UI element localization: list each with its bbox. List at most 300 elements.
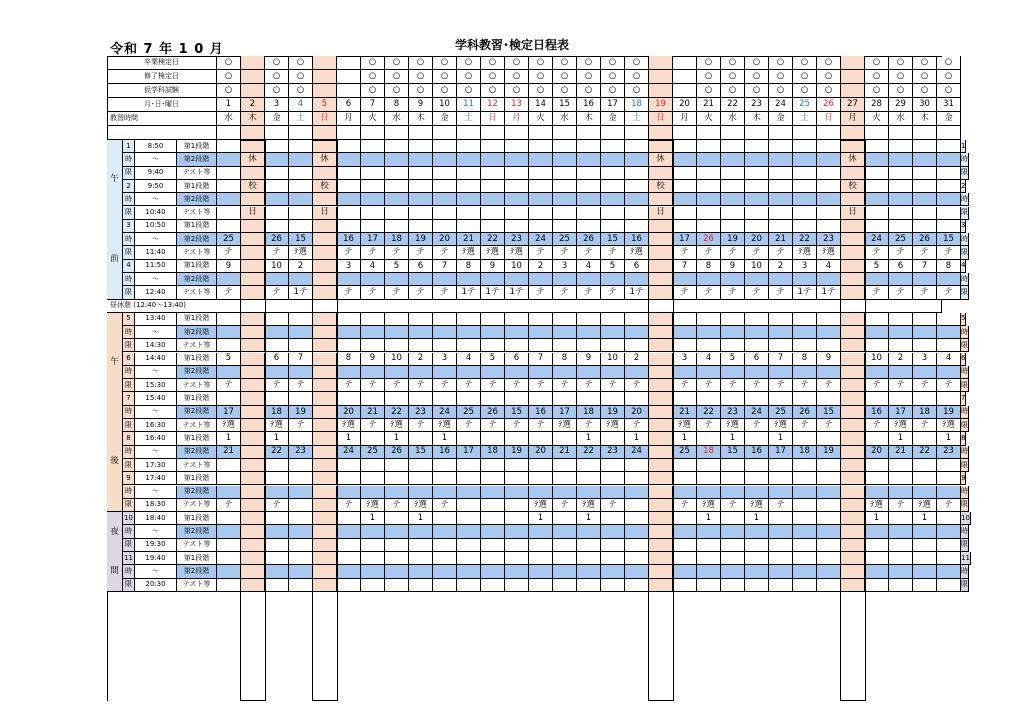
schedule-cell (505, 486, 529, 499)
schedule-cell (937, 472, 961, 485)
right-period-label: 8 (961, 432, 966, 445)
schedule-cell (697, 220, 721, 233)
closed-cell (649, 499, 673, 512)
period-time: 18:30 (135, 499, 177, 512)
schedule-cell (529, 140, 553, 153)
closed-cell (841, 446, 865, 459)
right-period-label: 1 (961, 140, 966, 153)
schedule-cell: テ (745, 246, 769, 259)
schedule-cell: 5 (385, 260, 409, 273)
closed-cell (841, 260, 865, 273)
schedule-mark: ○ (529, 56, 553, 70)
schedule-cell (865, 486, 889, 499)
right-period-label: 3 (961, 220, 966, 233)
schedule-cell: ﾃ選 (889, 419, 913, 432)
schedule-cell: 24 (433, 406, 457, 419)
schedule-cell: 17 (889, 406, 913, 419)
header-spacer-cell (529, 126, 553, 140)
schedule-cell: 7 (673, 260, 697, 273)
schedule-cell (817, 512, 841, 525)
schedule-cell (745, 472, 769, 485)
schedule-cell (505, 313, 529, 326)
closed-cell (649, 326, 673, 339)
schedule-cell (265, 525, 289, 538)
schedule-mark (241, 84, 265, 98)
schedule-cell (265, 512, 289, 525)
schedule-cell (289, 525, 313, 538)
closed-cell (313, 260, 337, 273)
schedule-cell (505, 499, 529, 512)
schedule-cell (553, 140, 577, 153)
closed-cell (241, 379, 265, 392)
right-period-label: 時 (961, 406, 969, 419)
schedule-cell (265, 140, 289, 153)
schedule-cell: 15 (721, 446, 745, 459)
schedule-cell: テ (601, 286, 625, 299)
schedule-cell (433, 220, 457, 233)
schedule-cell: ﾃ選 (409, 499, 433, 512)
schedule-cell: 4 (697, 353, 721, 366)
schedule-cell: 8 (697, 260, 721, 273)
schedule-cell (385, 140, 409, 153)
schedule-cell (673, 153, 697, 166)
schedule-cell (217, 326, 241, 339)
schedule-cell (505, 565, 529, 578)
schedule-mark: ○ (457, 56, 481, 70)
schedule-cell: 2 (409, 353, 433, 366)
right-period-label: 時 (961, 366, 969, 379)
period-num: 1 (123, 140, 135, 153)
schedule-cell (217, 525, 241, 538)
schedule-cell (601, 472, 625, 485)
schedule-cell (361, 366, 385, 379)
schedule-cell (865, 140, 889, 153)
schedule-cell: テ (697, 419, 721, 432)
schedule-mark: ○ (889, 56, 913, 70)
schedule-cell (529, 220, 553, 233)
schedule-cell (529, 525, 553, 538)
schedule-cell: 22 (385, 406, 409, 419)
closed-cell (841, 486, 865, 499)
schedule-cell (505, 525, 529, 538)
schedule-cell (433, 539, 457, 552)
schedule-cell: 1テ (793, 286, 817, 299)
schedule-cell (433, 486, 457, 499)
header-spacer-cell (937, 126, 961, 140)
schedule-cell (745, 432, 769, 445)
schedule-cell: ﾃ選 (721, 419, 745, 432)
closed-cell: 校 (841, 180, 865, 193)
schedule-cell: ﾃ選 (601, 419, 625, 432)
schedule-mark (337, 70, 361, 84)
schedule-cell (361, 392, 385, 405)
closed-cell (841, 579, 865, 592)
schedule-cell (337, 459, 361, 472)
schedule-cell: 21 (673, 406, 697, 419)
schedule-mark: ○ (913, 70, 937, 84)
schedule-cell (481, 207, 505, 220)
schedule-cell: 25 (217, 233, 241, 246)
schedule-cell (217, 459, 241, 472)
schedule-cell (937, 193, 961, 206)
period-num: 7 (123, 392, 135, 405)
schedule-cell: 7 (913, 260, 937, 273)
schedule-cell: 8 (457, 260, 481, 273)
schedule-cell (217, 392, 241, 405)
schedule-cell (289, 486, 313, 499)
schedule-cell (337, 552, 361, 565)
day-number: 3 (265, 98, 289, 112)
schedule-cell (625, 552, 649, 565)
schedule-cell (577, 220, 601, 233)
schedule-cell (865, 432, 889, 445)
schedule-cell (625, 193, 649, 206)
schedule-cell (529, 565, 553, 578)
schedule-cell: ﾃ選 (265, 419, 289, 432)
schedule-cell (385, 525, 409, 538)
schedule-cell (529, 273, 553, 286)
schedule-cell (337, 193, 361, 206)
schedule-cell: 9 (217, 260, 241, 273)
schedule-cell (217, 180, 241, 193)
schedule-cell: 9 (721, 260, 745, 273)
schedule-cell (553, 525, 577, 538)
schedule-mark: ○ (265, 56, 289, 70)
schedule-cell (409, 313, 433, 326)
schedule-cell (505, 220, 529, 233)
schedule-cell (505, 207, 529, 220)
schedule-cell (913, 153, 937, 166)
schedule-cell: 9 (361, 353, 385, 366)
schedule-cell (721, 539, 745, 552)
schedule-cell (601, 220, 625, 233)
closed-cell: 日 (649, 207, 673, 220)
schedule-cell (745, 366, 769, 379)
schedule-cell: 21 (361, 406, 385, 419)
stage-label: テスト等 (177, 339, 217, 352)
schedule-cell (337, 486, 361, 499)
schedule-cell (673, 207, 697, 220)
schedule-cell (481, 432, 505, 445)
schedule-cell (385, 366, 409, 379)
schedule-cell (889, 180, 913, 193)
schedule-mark: ○ (865, 84, 889, 98)
schedule-cell (673, 579, 697, 592)
schedule-cell: 22 (913, 446, 937, 459)
schedule-cell (889, 472, 913, 485)
schedule-cell (361, 140, 385, 153)
schedule-cell (889, 273, 913, 286)
closed-cell (841, 353, 865, 366)
schedule-cell (409, 273, 433, 286)
closed-cell (241, 472, 265, 485)
schedule-cell: 18 (385, 233, 409, 246)
period-time: 14:40 (135, 353, 177, 366)
weekday: 日 (481, 112, 505, 126)
schedule-cell (457, 512, 481, 525)
period-num: 時 (123, 153, 135, 166)
schedule-cell (913, 432, 937, 445)
schedule-cell (577, 459, 601, 472)
schedule-cell: テ (457, 419, 481, 432)
period-time: 11:50 (135, 260, 177, 273)
schedule-cell (385, 207, 409, 220)
schedule-cell (601, 207, 625, 220)
schedule-cell: テ (577, 379, 601, 392)
closed-cell (241, 565, 265, 578)
schedule-cell (337, 207, 361, 220)
closed-cell (241, 579, 265, 592)
schedule-cell (769, 459, 793, 472)
schedule-cell (745, 140, 769, 153)
schedule-mark: ○ (505, 84, 529, 98)
schedule-cell: 3 (553, 260, 577, 273)
schedule-cell (457, 193, 481, 206)
schedule-cell: 1 (217, 432, 241, 445)
schedule-cell (697, 326, 721, 339)
header-spacer-cell (889, 126, 913, 140)
schedule-cell: 21 (457, 233, 481, 246)
schedule-cell (481, 339, 505, 352)
stage-label: 第2段階 (177, 486, 217, 499)
schedule-cell (817, 207, 841, 220)
schedule-cell (505, 552, 529, 565)
schedule-cell (217, 552, 241, 565)
schedule-cell: 19 (721, 233, 745, 246)
day-number: 27 (841, 98, 865, 112)
schedule-cell: 1 (577, 512, 601, 525)
schedule-cell: 1 (745, 512, 769, 525)
schedule-cell: テ (793, 419, 817, 432)
schedule-cell (625, 339, 649, 352)
stage-label: 第1段階 (177, 432, 217, 445)
header-spacer-cell (457, 126, 481, 140)
closed-cell (313, 193, 337, 206)
schedule-cell: 6 (745, 353, 769, 366)
closed-cell (841, 392, 865, 405)
schedule-cell: 16 (433, 446, 457, 459)
schedule-cell (817, 486, 841, 499)
schedule-cell (577, 140, 601, 153)
closed-cell (841, 326, 865, 339)
schedule-cell (529, 579, 553, 592)
schedule-cell (865, 207, 889, 220)
schedule-cell: テ (769, 246, 793, 259)
schedule-cell (745, 392, 769, 405)
day-number: 25 (793, 98, 817, 112)
schedule-cell: 21 (889, 446, 913, 459)
schedule-cell (601, 326, 625, 339)
schedule-cell (529, 153, 553, 166)
schedule-cell: テ (745, 379, 769, 392)
schedule-mark: ○ (769, 70, 793, 84)
closed-cell (649, 313, 673, 326)
schedule-cell (553, 392, 577, 405)
schedule-cell (601, 140, 625, 153)
stage-label: テスト等 (177, 579, 217, 592)
schedule-cell (913, 220, 937, 233)
schedule-cell (889, 207, 913, 220)
day-number: 4 (289, 98, 313, 112)
schedule-cell (673, 273, 697, 286)
schedule-cell: 2 (769, 260, 793, 273)
period-num: 限 (123, 167, 135, 180)
schedule-cell: テ (889, 499, 913, 512)
schedule-cell (937, 392, 961, 405)
schedule-cell (745, 207, 769, 220)
schedule-mark: ○ (697, 84, 721, 98)
header-spacer-cell (265, 126, 289, 140)
schedule-cell (745, 193, 769, 206)
schedule-cell: 19 (817, 446, 841, 459)
schedule-cell: 20 (433, 233, 457, 246)
schedule-cell (385, 339, 409, 352)
closed-cell (241, 353, 265, 366)
schedule-cell (913, 273, 937, 286)
closed-cell (649, 432, 673, 445)
schedule-cell (721, 339, 745, 352)
closed-cell (313, 313, 337, 326)
schedule-cell (289, 512, 313, 525)
period-num: 限 (123, 419, 135, 432)
schedule-cell (721, 459, 745, 472)
schedule-cell: 1テ (457, 286, 481, 299)
schedule-cell (433, 273, 457, 286)
right-period-label: 時 (961, 486, 969, 499)
period-time: 〜 (135, 525, 177, 538)
schedule-cell (409, 525, 433, 538)
period-time: 15:30 (135, 379, 177, 392)
period-time: 11:40 (135, 246, 177, 259)
schedule-cell (289, 552, 313, 565)
schedule-cell (937, 552, 961, 565)
schedule-cell (433, 153, 457, 166)
schedule-cell (361, 339, 385, 352)
schedule-cell (289, 220, 313, 233)
stage-label: 第2段階 (177, 446, 217, 459)
schedule-cell: ﾃ選 (553, 419, 577, 432)
schedule-cell: テ (817, 379, 841, 392)
schedule-mark: ○ (889, 70, 913, 84)
schedule-cell: 4 (577, 260, 601, 273)
day-number: 24 (769, 98, 793, 112)
schedule-mark: ○ (601, 84, 625, 98)
schedule-cell (457, 180, 481, 193)
schedule-cell (697, 366, 721, 379)
weekday: 土 (289, 112, 313, 126)
weekday: 日 (649, 112, 673, 126)
schedule-cell: テ (553, 379, 577, 392)
schedule-cell: ﾃ選 (505, 246, 529, 259)
schedule-cell: 4 (361, 260, 385, 273)
section-label-1 (107, 313, 123, 513)
period-time: 8:50 (135, 140, 177, 153)
schedule-cell (721, 326, 745, 339)
schedule-cell: 5 (481, 353, 505, 366)
schedule-cell: 1 (697, 512, 721, 525)
header-spacer-cell (865, 126, 889, 140)
schedule-cell (361, 326, 385, 339)
schedule-cell: テ (505, 379, 529, 392)
weekday: 水 (721, 112, 745, 126)
schedule-cell (745, 565, 769, 578)
schedule-cell (457, 366, 481, 379)
weekday: 水 (385, 112, 409, 126)
schedule-cell: テ (769, 286, 793, 299)
schedule-cell (721, 220, 745, 233)
schedule-cell (457, 153, 481, 166)
schedule-cell: テ (913, 419, 937, 432)
section-char: 午 (110, 356, 119, 367)
schedule-cell (409, 167, 433, 180)
schedule-cell (481, 525, 505, 538)
closed-cell (649, 273, 673, 286)
closed-cell (241, 167, 265, 180)
schedule-cell (553, 552, 577, 565)
schedule-cell (793, 313, 817, 326)
schedule-cell (817, 193, 841, 206)
schedule-cell (289, 432, 313, 445)
schedule-cell: テ (217, 246, 241, 259)
schedule-cell (433, 326, 457, 339)
schedule-cell (433, 366, 457, 379)
schedule-row-label: 修了検定日 (107, 70, 217, 84)
schedule-cell (337, 326, 361, 339)
schedule-cell (361, 459, 385, 472)
schedule-cell: 5 (217, 353, 241, 366)
closed-cell (649, 472, 673, 485)
schedule-cell (361, 193, 385, 206)
closed-cell (241, 419, 265, 432)
schedule-cell: 15 (409, 446, 433, 459)
schedule-cell (673, 552, 697, 565)
schedule-cell (769, 366, 793, 379)
schedule-cell: テ (865, 379, 889, 392)
closed-cell (313, 379, 337, 392)
closed-cell (649, 459, 673, 472)
stage-label: テスト等 (177, 379, 217, 392)
schedule-cell (913, 366, 937, 379)
right-period-label: 10 (961, 512, 971, 525)
schedule-cell: 1 (337, 432, 361, 445)
header-spacer-cell (745, 126, 769, 140)
schedule-cell: 2 (625, 353, 649, 366)
header-spacer-cell (337, 126, 361, 140)
schedule-cell (889, 140, 913, 153)
schedule-cell: テ (529, 246, 553, 259)
schedule-cell (673, 525, 697, 538)
schedule-cell (865, 539, 889, 552)
schedule-cell (745, 486, 769, 499)
schedule-cell: テ (601, 379, 625, 392)
schedule-mark (313, 56, 337, 70)
schedule-mark: ○ (817, 56, 841, 70)
closed-cell (241, 273, 265, 286)
schedule-cell (433, 193, 457, 206)
schedule-cell: 15 (505, 406, 529, 419)
schedule-cell (529, 339, 553, 352)
schedule-mark: ○ (529, 70, 553, 84)
schedule-cell (217, 472, 241, 485)
schedule-cell (529, 539, 553, 552)
right-period-label: 5 (961, 313, 966, 326)
schedule-cell (601, 180, 625, 193)
schedule-cell (913, 459, 937, 472)
schedule-cell: テ (337, 286, 361, 299)
period-time: 〜 (135, 366, 177, 379)
schedule-cell (577, 525, 601, 538)
schedule-cell (625, 220, 649, 233)
